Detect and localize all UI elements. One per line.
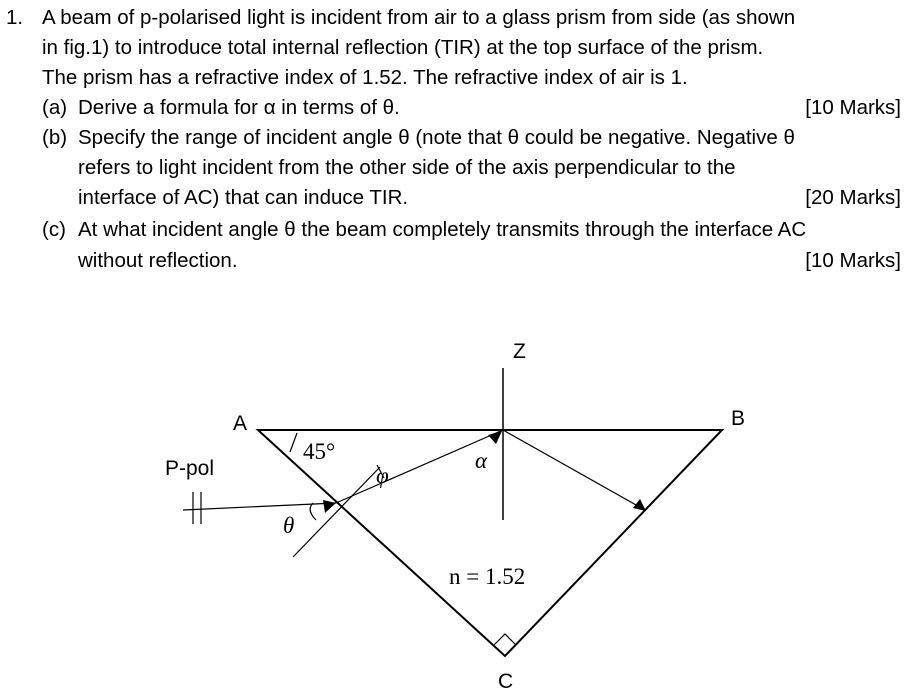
part-c-marks: [10 Marks] — [805, 249, 901, 272]
intro-line-3: The prism has a refractive index of 1.52. The refractive index of air is 1. — [42, 66, 688, 89]
part-a-label: (a) — [42, 96, 68, 119]
angle-theta-arc — [310, 503, 316, 520]
reflected-ray — [503, 430, 645, 510]
intro-line-1: A beam of p-polarised light is incident from air to a glass prism from side (as shown — [42, 6, 796, 29]
part-c-label: (c) — [42, 218, 66, 241]
right-angle-marker — [494, 634, 516, 645]
incident-ray — [183, 503, 336, 510]
angle-phi-label: φ — [376, 463, 389, 488]
index-label: n = 1.52 — [449, 564, 526, 589]
z-axis-label: Z — [513, 340, 526, 363]
part-b-label: (b) — [42, 126, 68, 149]
face-normal — [293, 467, 380, 557]
part-b-line-3: interface of AC) that can induce TIR. — [78, 186, 409, 209]
vertex-a-label: A — [233, 412, 248, 435]
ppol-label: P-pol — [165, 457, 215, 480]
question-number: 1. — [6, 6, 24, 29]
angle-alpha-label: α — [475, 448, 488, 473]
part-a-text: Derive a formula for α in terms of θ. — [78, 96, 400, 119]
arrow-incidence — [323, 500, 336, 513]
part-b-marks: [20 Marks] — [805, 186, 901, 209]
vertex-b-label: B — [731, 407, 746, 430]
angle-45-tick — [290, 433, 297, 452]
part-a-marks: [10 Marks] — [805, 96, 901, 119]
intro-line-2: in fig.1) to introduce total internal reflection (TIR) at the top surface of the prism. — [42, 36, 764, 59]
part-b-line-2: refers to light incident from the other side of the axis perpendicular to the — [78, 156, 736, 179]
angle-45-label: 45° — [303, 439, 336, 464]
angle-theta-label: θ — [283, 513, 295, 538]
part-c-line-1: At what incident angle θ the beam completely transmits through the interface AC — [78, 218, 807, 241]
vertex-c-label: C — [498, 670, 514, 693]
part-b-line-1: Specify the range of incident angle θ (note that θ could be negative. Negative θ — [78, 126, 795, 149]
part-c-line-2: without reflection. — [78, 249, 238, 272]
